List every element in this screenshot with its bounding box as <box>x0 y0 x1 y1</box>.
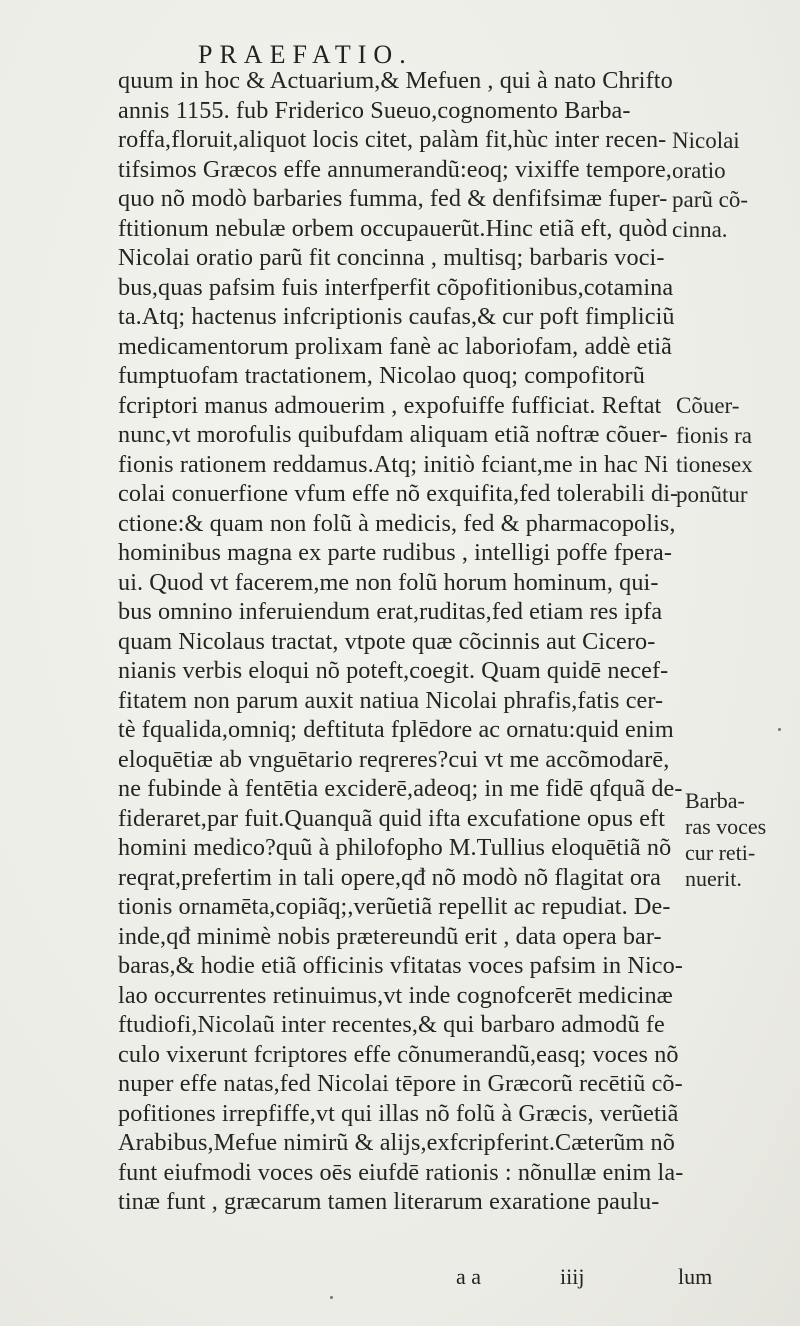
text-line: ne fubinde à fentētia exciderē,adeoq; in me fidē qfquã de- <box>118 775 683 802</box>
text-line: eloquētiæ ab vnguētario reqreres?cui vt me accõmodarē, <box>118 745 670 773</box>
signature-mark: a a <box>456 1264 482 1289</box>
text-line: bus omnino inferuiendum erat,ruditas,fed etiam res ipfa <box>118 598 663 625</box>
text-line: bus,quas pafsim fuis interfperfit cõpofitionibus,cotamina <box>118 273 674 301</box>
text-line: colai conuerfione vfum effe nõ exquifita,fed tolerabili di- <box>118 480 679 507</box>
marginal-note-line: Barba- <box>685 788 745 813</box>
text-line: tè fqualida,omniq; deftituta fplēdore ac ornatu:quid enim <box>118 716 674 743</box>
text-line: tionis ornamēta,copiãq;,verũetiã repellit ac repudiat. De- <box>118 893 671 920</box>
text-line: tinæ funt , græcarum tamen literarum exaratione paulu- <box>118 1188 660 1215</box>
marginal-note-line: nuerit. <box>685 866 742 891</box>
text-line: ftudiofi,Nicolaũ inter recentes,& qui barbaro admodũ fe <box>118 1011 665 1038</box>
text-line: ftitionum nebulæ orbem occupauerũt.Hinc etiã eft, quòd <box>118 214 668 242</box>
running-head: PRAEFATIO. <box>198 40 413 69</box>
text-line: quam Nicolaus tractat, vtpote quæ cõcinnis aut Cicero- <box>118 627 656 655</box>
marginal-note-line: fionis ra <box>676 422 753 448</box>
marginal-note-line: parũ cõ- <box>672 187 748 212</box>
text-line: baras,& hodie etiã officinis vfitatas voces pafsim in Nico- <box>118 952 683 979</box>
text-line: fideraret,par fuit.Quanquã quid ifta excufatione opus eft <box>118 804 666 832</box>
text-line: ta.Atq; hactenus infcriptionis caufas,& cur poft fimpliciũ <box>118 303 675 330</box>
folio-number: iiij <box>560 1264 585 1289</box>
text-line: quo nõ modò barbaries fumma, fed & denfifsimæ fuper- <box>118 185 668 212</box>
text-line: ui. Quod vt facerem,me non folũ horum hominum, qui- <box>118 568 659 596</box>
marginal-note-line: cinna. <box>672 216 728 242</box>
text-line: Nicolai oratio parũ fit concinna , multisq; barbaris voci- <box>118 244 665 271</box>
text-line: ctione:& quam non folũ à medicis, fed & pharmacopolis, <box>118 509 676 537</box>
text-line: pofitiones irrepfiffe,vt qui illas nõ folũ à Græcis, verũetiã <box>118 1099 679 1127</box>
text-line: nunc,vt morofulis quibufdam aliquam etiã noftræ cõuer- <box>118 421 668 448</box>
marginal-note-line: ras voces <box>685 814 767 839</box>
page-footer <box>0 1264 800 1294</box>
catchword: lum <box>678 1264 713 1289</box>
text-line: hominibus magna ex parte rudibus , intelligi poffe fpera- <box>118 539 673 566</box>
marginal-note-nicolai <box>672 126 748 244</box>
marginal-note-line: oratio <box>672 157 726 183</box>
paper-speck <box>778 728 781 731</box>
marginal-note-line: tionesex <box>676 452 753 477</box>
text-line: fcriptori manus admouerim , expofuiffe fufficiat. Reftat <box>118 391 662 419</box>
text-line: fitatem non parum auxit natiua Nicolai phrafis,fatis cer- <box>118 686 664 714</box>
marginal-note-conversio <box>676 391 753 509</box>
text-line: lao occurrentes retinuimus,vt inde cognofcerēt medicinæ <box>118 981 673 1009</box>
text-line: culo vixerunt fcriptores effe cõnumerandũ,easq; voces nõ <box>118 1040 679 1068</box>
text-line: homini medico?quũ à philofopho M.Tullius eloquētiã nõ <box>118 834 672 861</box>
text-line: Arabibus,Mefue nimirũ & alijs,exfcripferint.Cæterũm nõ <box>118 1129 675 1156</box>
body-text-block <box>118 66 684 1217</box>
text-line: fionis rationem reddamus.Atq; initiò fciant,me in hac Ni <box>118 450 669 478</box>
marginal-note-barbaras-voces <box>685 788 766 892</box>
text-line: inde,qđ minimè nobis prætereundũ erit , data opera bar- <box>118 922 662 950</box>
marginal-note-line: Cõuer- <box>676 393 740 418</box>
text-line: nuper effe natas,fed Nicolai tēpore in Græcorũ recētiũ cõ- <box>118 1070 683 1097</box>
text-line: annis 1155. fub Friderico Sueuo,cognomento Barba- <box>118 96 631 124</box>
text-line: funt eiufmodi voces oēs eiufdē rationis : nõnullæ enim la- <box>118 1158 684 1186</box>
text-line: nianis verbis eloqui nõ poteft,coegit. Quam quidē necef- <box>118 657 669 684</box>
text-line: quum in hoc & Actuarium,& Mefuen , qui à nato Chrifto <box>118 67 673 94</box>
text-line: tifsimos Græcos effe annumerandũ:eoq; vixiffe tempore, <box>118 155 672 183</box>
marginal-note-line: ponũtur <box>676 481 748 507</box>
marginal-note-line: Nicolai <box>672 128 740 153</box>
text-line: reqrat,prefertim in tali opere,qđ nõ modò nõ flagitat ora <box>118 863 662 891</box>
text-line: roffa,floruit,aliquot locis citet, palàm fit,hùc inter recen- <box>118 126 667 153</box>
text-line: medicamentorum prolixam fanè ac laboriofam, addè etiã <box>118 332 672 360</box>
paper-speck <box>330 1296 333 1299</box>
marginal-note-line: cur reti- <box>685 840 756 865</box>
text-line: fumptuofam tractationem, Nicolao quoq; compofitorũ <box>118 362 645 389</box>
